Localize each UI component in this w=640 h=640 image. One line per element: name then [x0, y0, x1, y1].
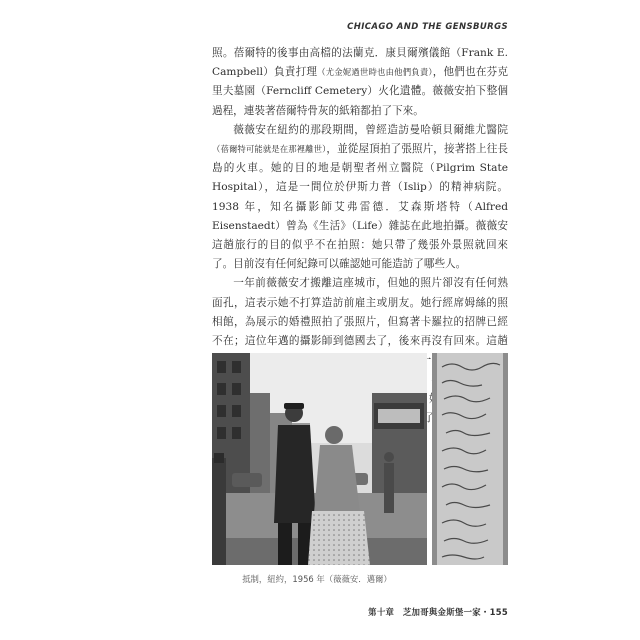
photo-caption: 抵制，紐約，1956 年（薇薇安．邁爾） [242, 574, 392, 584]
paragraph-text: 照。蓓爾特的後事由高檔的法蘭克．康貝爾殯儀館（Frank E. Campbell）負責打理 [212, 47, 508, 79]
street-scene-photo [212, 353, 427, 565]
paragraph-text: ，他們也在芬克里夫墓園（Ferncliff Cemetery）火化遺體。薇薇安拍下整個過程，連裝著蓓爾特骨灰的紙箱都拍了下來。 [212, 66, 508, 117]
paragraph-note: （蓓爾特可能就是在那裡離世） [212, 144, 327, 155]
paragraph [212, 121, 508, 275]
handwritten-note-photo [432, 353, 508, 565]
paragraph-note: （尤金妮過世時也由他們負責） [317, 67, 433, 78]
page-footer: 第十章 芝加哥與金斯堡一家・155 [368, 607, 508, 617]
paragraph-text: ，並從屋頂拍了張照片，接著搭上往長島的火車。她的目的地是朝聖者州立醫院（Pilgrim State Hospital），這是一間位於伊斯力普（Islip）的精神病院。1938 年，知名攝影師艾弗雷德．艾森斯塔特（Alfred Eisenstaedt）曾為《生活》（Life）雜誌在此地拍攝。薇薇安這趟旅行的目的似乎不在拍照：她只帶了幾張外景照就回來了。目前沒有任何紀錄可以確認她可能造訪了哪些人。 [212, 143, 508, 271]
street-scene-illustration [212, 353, 427, 565]
paragraph-text: 薇薇安在紐約的那段期間，曾經造訪曼哈頓貝爾維尤醫院 [233, 123, 508, 136]
handwritten-note-illustration [432, 353, 508, 565]
paragraph-text: 一年前薇薇安才搬離這座城市，但她的照片卻沒有任何熟面孔，這表示她不打算造訪前雇主或朋友。她行經席姆絲的照相館，為展示的婚禮照拍了張照片，但寫著卡羅拉的招牌已經不在；這位年邁的攝影師到德國去了，後來再沒有回來。這趟 ，好 了 [212, 277, 508, 424]
running-head: CHICAGO AND THE GENSBURGS [347, 22, 508, 32]
paragraph [212, 44, 508, 121]
